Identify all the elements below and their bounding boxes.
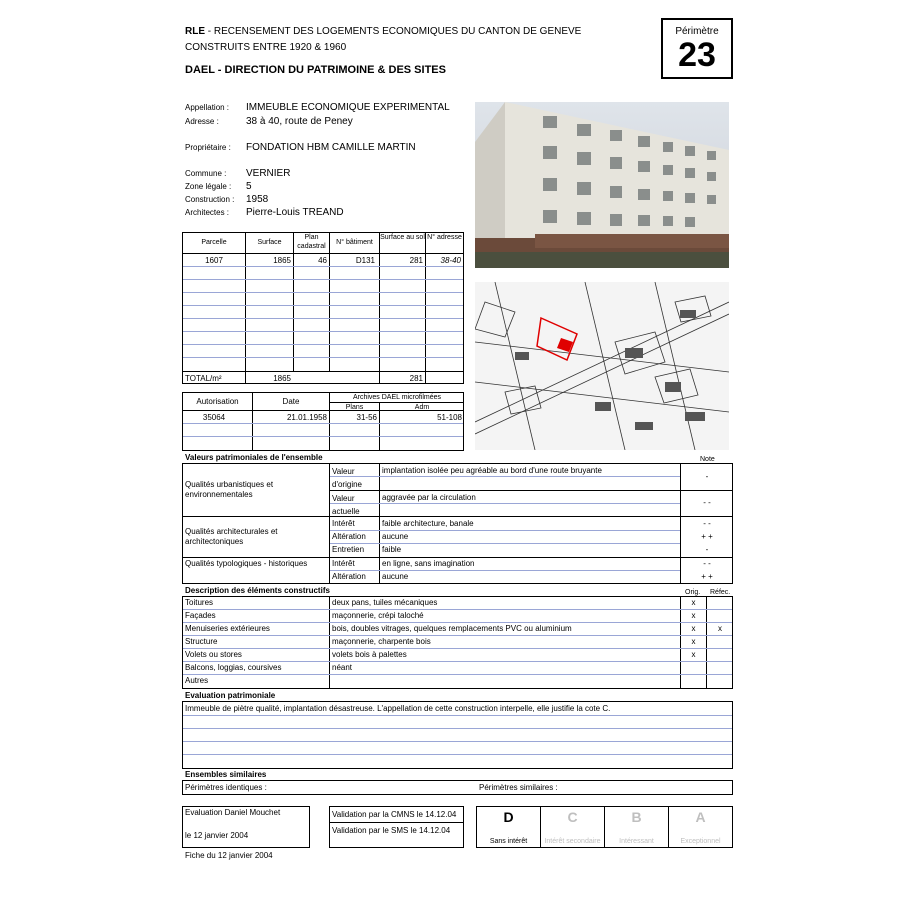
commune-value: VERNIER (246, 168, 291, 179)
adresse-value: 38 à 40, route de Peney (246, 116, 353, 127)
col-plans: Plans (345, 404, 364, 411)
total-label: TOTAL/m² (185, 374, 222, 383)
g2-r3-text: faible (382, 545, 402, 554)
grade-a-label: Exceptionnel (680, 838, 721, 845)
cell-plan: 46 (318, 256, 327, 265)
perimetres-identiques: Périmètres identiques : (185, 783, 267, 792)
g2-r1-text: faible architecture, banale (382, 519, 474, 528)
col-adm: Adm (414, 404, 430, 411)
cell-parcelle: 1607 (205, 256, 223, 265)
cell-batiment: D131 (355, 256, 375, 265)
grade-d-label: Sans intérêt (489, 838, 528, 845)
evaluation-text: Immeuble de piètre qualité, implantation désastreuse. L'appellation de cette construction interpelle, elle justifie la cote C. (185, 704, 611, 713)
g1-r1-text: implantation isolée peu agréable au bord d'une route bruyante (382, 466, 602, 475)
proprietaire-value: FONDATION HBM CAMILLE MARTIN (246, 142, 416, 153)
g3-r1-note: - - (703, 559, 711, 568)
cell-surface-sol: 281 (409, 256, 423, 265)
eval-date: le 12 janvier 2004 (185, 831, 249, 840)
g2-r3-note: - (705, 545, 709, 554)
desc-label-menuiseries: Menuiseries extérieures (185, 624, 270, 633)
grade-c-label: Intérêt secondaire (544, 838, 601, 845)
building-photo (475, 102, 729, 268)
construction-value: 1958 (246, 194, 269, 205)
appellation-label: Appellation : (185, 103, 230, 112)
construction-label: Construction : (185, 195, 235, 204)
g1-r1-label: Valeur d'origine (332, 467, 362, 489)
desc-text-balcons: néant (332, 663, 353, 672)
g1-label: Qualités urbanistiques et environnementales (185, 480, 274, 499)
cell-adresse: 38-40 (440, 256, 461, 265)
refec-label: Réfec. (710, 589, 731, 596)
ensembles-title: Ensembles similaires (185, 770, 267, 779)
cell-adm: 51-108 (437, 413, 462, 422)
desc-label-volets: Volets ou stores (185, 650, 242, 659)
architectes-label: Architectes : (185, 208, 230, 217)
g3-r1-label: Intérêt (332, 559, 355, 568)
desc-orig-volets: x (691, 650, 696, 659)
total-sol: 281 (409, 374, 423, 383)
desc-label-autres: Autres (185, 676, 209, 685)
description-title: Description des éléments constructifs (185, 586, 330, 595)
appellation-value: IMMEUBLE ECONOMIQUE EXPERIMENTAL (246, 102, 450, 113)
col-archives: Archives DAEL microfilmées (352, 394, 442, 401)
header-subtitle: DAEL - DIRECTION DU PATRIMOINE & DES SITES (185, 64, 446, 76)
commune-label: Commune : (185, 169, 227, 178)
header-title-line1: RLE - RECENSEMENT DES LOGEMENTS ECONOMIQUES DU CANTON DE GENEVE (185, 26, 582, 37)
perimetres-similaires: Périmètres similaires : (479, 783, 558, 792)
desc-text-structure: maçonnerie, charpente bois (332, 637, 431, 646)
desc-text-volets: volets bois à palettes (332, 650, 407, 659)
desc-refec-menuiseries: x (718, 624, 722, 633)
grade-b-letter: B (631, 809, 642, 825)
g3-r2-note: + + (701, 572, 713, 581)
validation-sms: Validation par le SMS le 14.12.04 (332, 826, 451, 835)
g2-r2-label: Altération (332, 532, 366, 541)
zone-label: Zone légale : (185, 182, 232, 191)
validation-cmns: Validation par la CMNS le 14.12.04 (332, 810, 457, 819)
g2-r2-note: + + (701, 532, 713, 541)
col-surface-sol: Surface au sol (380, 234, 425, 241)
parcel-table (182, 232, 464, 384)
g2-label: Qualités architecturales et architectoniques (185, 527, 278, 546)
desc-text-menuiseries: bois, doubles vitrages, quelques remplacements PVC ou aluminium (332, 624, 572, 633)
g1-r2-label: Valeur actuelle (332, 494, 360, 516)
eval-by: Evaluation Daniel Mouchet (185, 808, 281, 817)
g3-r1-text: en ligne, sans imagination (382, 559, 475, 568)
perimetre-label: Périmètre (675, 26, 719, 37)
col-no-batiment: N° bâtiment (336, 239, 373, 246)
cell-plans: 31-56 (356, 413, 377, 422)
col-date: Date (282, 397, 300, 406)
evaluation-title: Evaluation patrimoniale (185, 691, 276, 700)
g2-r1-note: - - (703, 519, 711, 528)
grade-c-letter: C (567, 809, 578, 825)
grade-b-label: Intéressant (619, 838, 654, 845)
desc-label-toitures: Toitures (185, 598, 214, 607)
adresse-label: Adresse : (185, 117, 219, 126)
g1-r2-text: aggravée par la circulation (382, 493, 476, 502)
desc-label-facades: Façades (185, 611, 216, 620)
cell-surface: 1865 (273, 256, 291, 265)
desc-text-toitures: deux pans, tuiles mécaniques (332, 598, 438, 607)
g2-r2-text: aucune (382, 532, 409, 541)
cell-date: 21.01.1958 (286, 413, 327, 422)
architectes-value: Pierre-Louis TREAND (246, 207, 344, 218)
desc-orig-toitures: x (691, 598, 696, 607)
col-surface: Surface (257, 239, 282, 246)
proprietaire-label: Propriétaire : (185, 143, 231, 152)
g2-r3-label: Entretien (332, 545, 365, 554)
orig-label: Orig. (685, 589, 701, 596)
col-plan-cadastral: Plan cadastral (297, 234, 326, 250)
fiche-date: Fiche du 12 janvier 2004 (185, 851, 273, 860)
col-parcelle: Parcelle (201, 239, 227, 246)
note-label: Note (700, 456, 715, 463)
g3-r2-label: Altération (332, 572, 366, 581)
desc-text-facades: maçonnerie, crépi taloché (332, 611, 424, 620)
col-no-adresse: N° adresse (427, 234, 462, 241)
g1-r2-note: - - (703, 498, 711, 507)
total-surface: 1865 (273, 374, 291, 383)
g3-r2-text: aucune (382, 572, 409, 581)
zone-value: 5 (246, 181, 252, 192)
grade-d-letter: D (503, 809, 514, 825)
col-autorisation: Autorisation (196, 397, 239, 406)
g2-r1-label: Intérêt (332, 519, 355, 528)
cell-autorisation: 35064 (202, 413, 226, 422)
g1-r1-note: - (705, 472, 709, 481)
valeurs-title: Valeurs patrimoniales de l'ensemble (185, 453, 323, 462)
desc-orig-facades: x (691, 611, 696, 620)
header-title-line2: CONSTRUITS ENTRE 1920 & 1960 (185, 42, 347, 53)
cadastral-map (475, 282, 729, 450)
grade-a-letter: A (695, 809, 706, 825)
desc-label-structure: Structure (185, 637, 218, 646)
g3-label: Qualités typologiques - historiques (185, 559, 308, 568)
desc-orig-structure: x (691, 637, 696, 646)
desc-label-balcons: Balcons, loggias, coursives (185, 663, 282, 672)
desc-orig-menuiseries: x (691, 624, 696, 633)
perimetre-box (661, 18, 733, 79)
perimetre-value: 23 (678, 36, 716, 74)
